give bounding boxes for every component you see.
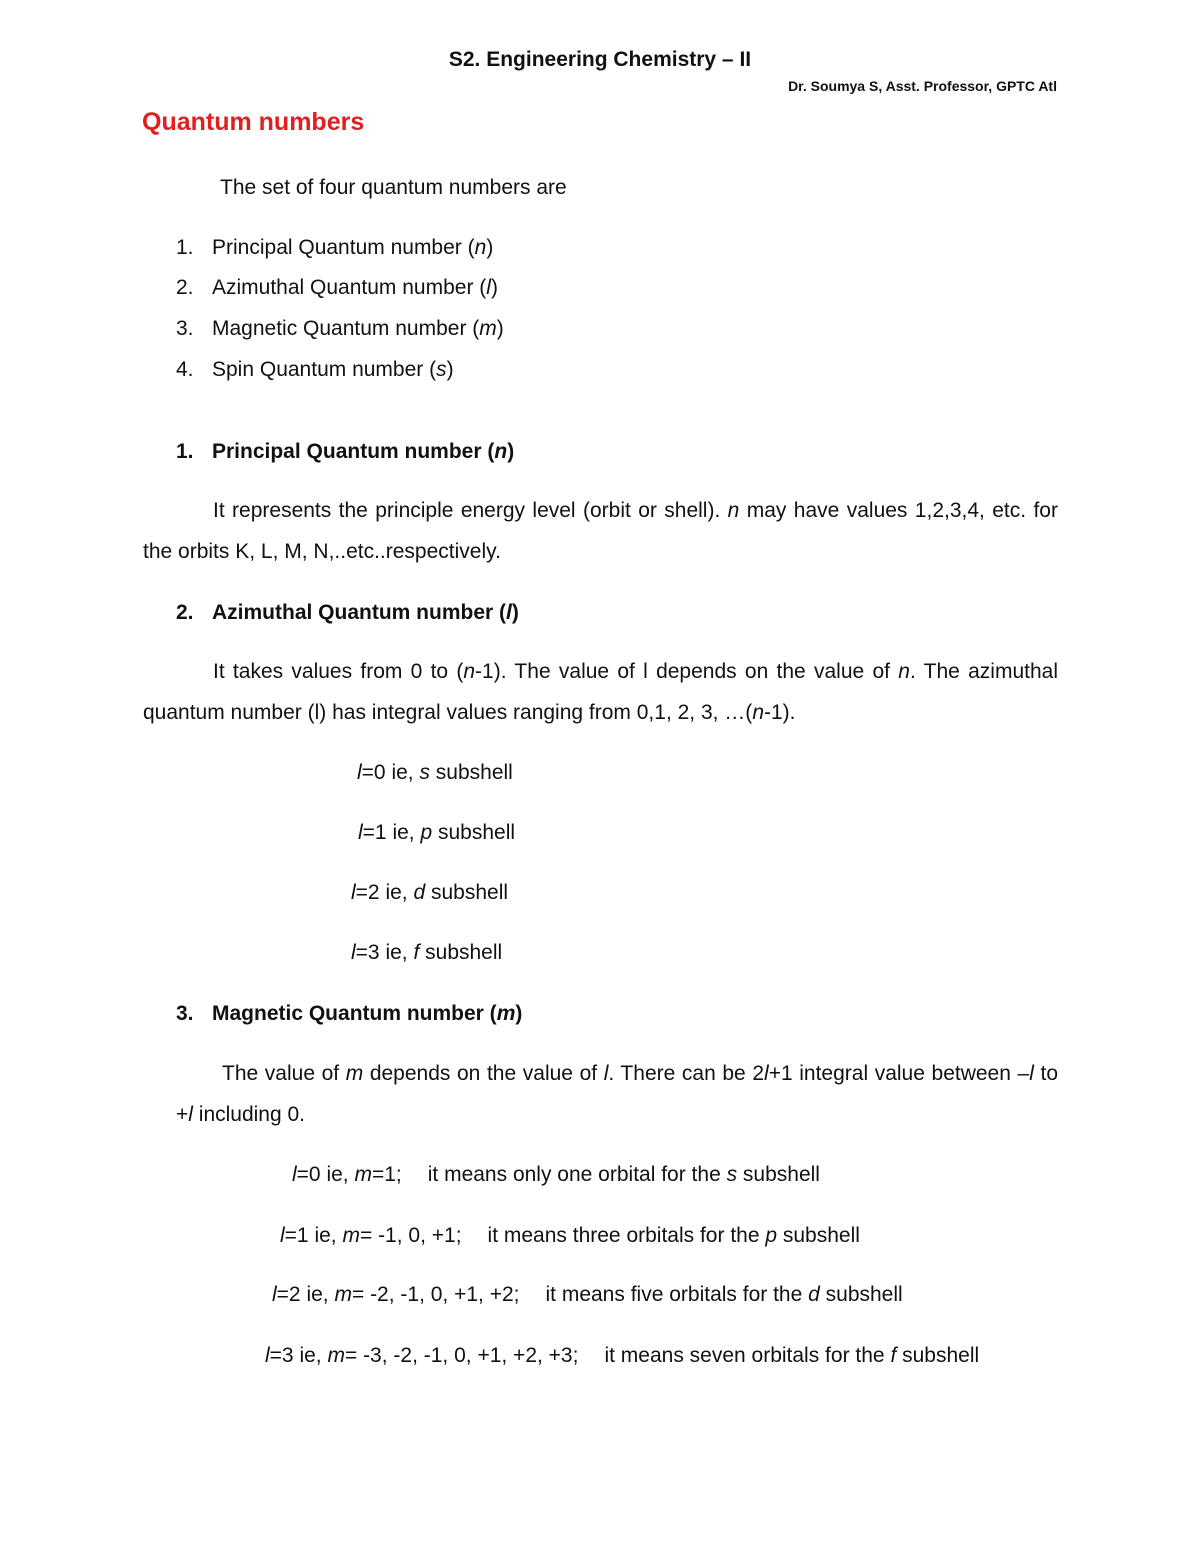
list-item: 2. Azimuthal Quantum number (l): [176, 276, 498, 299]
list-item: 1. Principal Quantum number (n): [176, 236, 494, 259]
subshell-row: l=3 ie, f subshell: [351, 941, 503, 964]
principal-paragraph: It represents the principle energy level (orbit or shell). n may have values 1,2,3,4, etc. for the orbits K, L, M, N,..etc..respectively.: [143, 499, 1058, 563]
orbital-row: l=2 ie, m= -2, -1, 0, +1, +2; it means five orbitals for the d subshell: [272, 1283, 903, 1306]
azimuthal-heading: 2. Azimuthal Quantum number (l): [176, 601, 519, 624]
principal-heading: 1. Principal Quantum number (n): [176, 440, 515, 463]
orbital-row: l=3 ie, m= -3, -2, -1, 0, +1, +2, +3; it means seven orbitals for the f subshell: [265, 1344, 980, 1367]
list-item: 3. Magnetic Quantum number (m): [176, 317, 504, 340]
azimuthal-paragraph: It takes values from 0 to (n-1). The value of l depends on the value of n. The azimuthal quantum number (l) has integral values ranging from 0,1, 2, 3, …(n-1).: [143, 660, 1058, 724]
subshell-row: l=2 ie, d subshell: [351, 881, 509, 904]
document-header-author: Dr. Soumya S, Asst. Professor, GPTC Atl: [788, 78, 1057, 94]
magnetic-paragraph: The value of m depends on the value of l. There can be 2l+1 integral value between –l to +l including 0.: [176, 1062, 1058, 1126]
list-item: 4. Spin Quantum number (s): [176, 358, 454, 381]
magnetic-heading: 3. Magnetic Quantum number (m): [176, 1002, 523, 1025]
orbital-row: l=1 ie, m= -1, 0, +1; it means three orbitals for the p subshell: [280, 1224, 860, 1247]
subshell-row: l=0 ie, s subshell: [357, 761, 513, 784]
document-header-title: S2. Engineering Chemistry – II: [448, 48, 752, 71]
orbital-row: l=0 ie, m=1; it means only one orbital for the s subshell: [292, 1163, 820, 1186]
subshell-row: l=1 ie, p subshell: [358, 821, 516, 844]
intro-text: The set of four quantum numbers are: [220, 176, 567, 199]
page-title: Quantum numbers: [142, 108, 365, 136]
